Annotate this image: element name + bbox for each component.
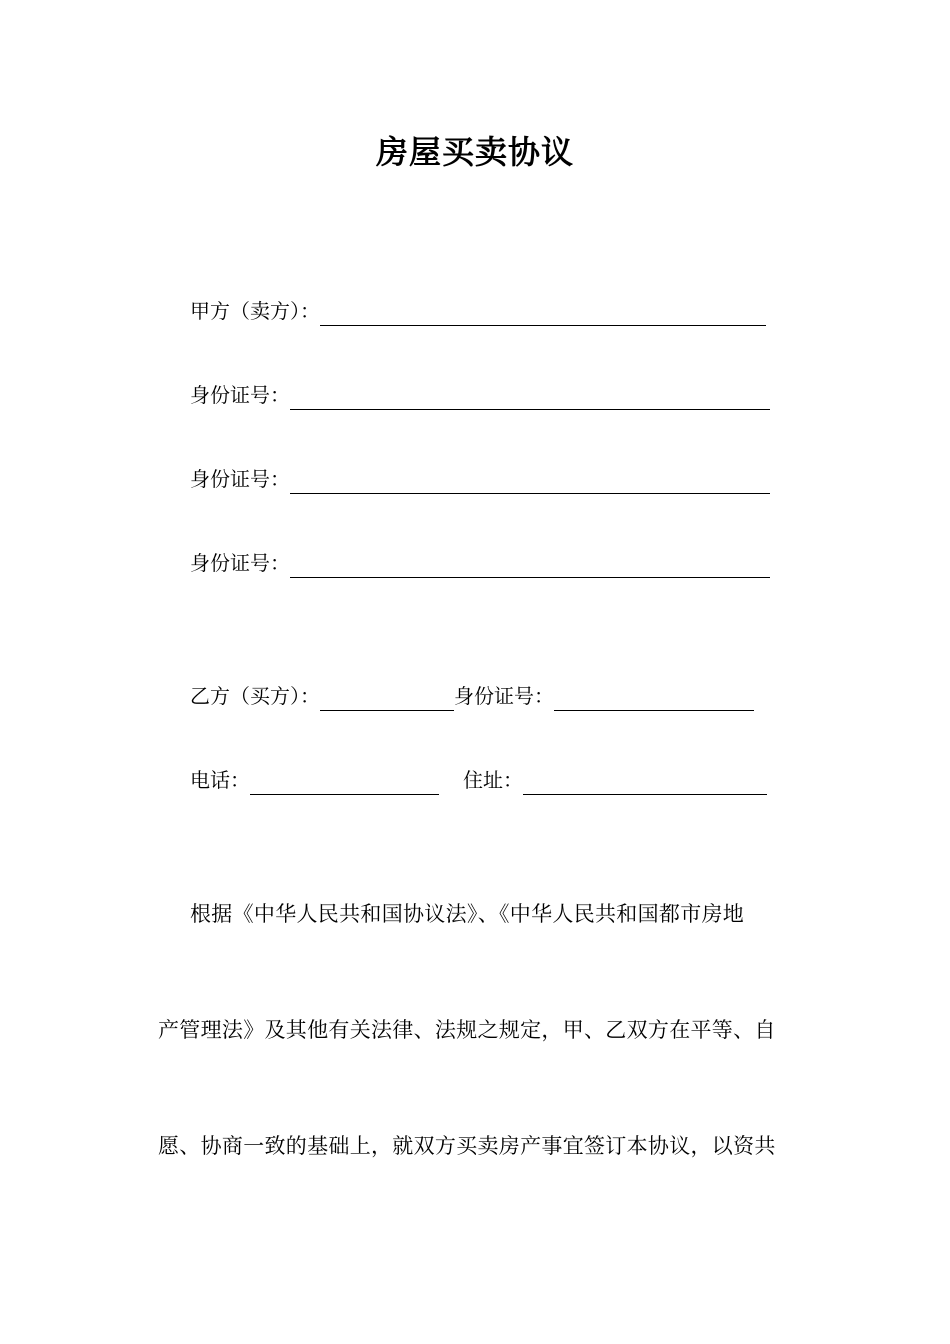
seller-id-label-2: 身份证号：: [190, 467, 290, 491]
buyer-name-blank[interactable]: [320, 686, 454, 711]
buyer-id-blank[interactable]: [554, 686, 754, 711]
seller-id-blank-2[interactable]: [290, 469, 770, 494]
seller-id-blank-3[interactable]: [290, 553, 770, 578]
seller-id-row-1: [190, 380, 770, 410]
buyer-contact-row: [190, 765, 767, 795]
document-title: 房屋买卖协议: [375, 133, 574, 171]
seller-party-row: [190, 296, 766, 326]
seller-id-row-2: [190, 464, 770, 494]
buyer-id-label: 身份证号：: [454, 684, 554, 708]
buyer-address-label: 住址：: [463, 768, 523, 792]
seller-id-label-1: 身份证号：: [190, 383, 290, 407]
buyer-phone-blank[interactable]: [250, 770, 439, 795]
buyer-address-blank[interactable]: [523, 770, 767, 795]
buyer-party-row: [190, 681, 754, 711]
seller-party-label: 甲方（卖方）：: [190, 299, 320, 323]
seller-id-label-3: 身份证号：: [190, 551, 290, 575]
body-line-3: 愿、协商一致的基础上，就双方买卖房产事宜签订本协议，以资共: [158, 1134, 776, 1158]
buyer-phone-label: 电话：: [190, 768, 250, 792]
body-line-2: 产管理法》及其他有关法律、法规之规定，甲、乙双方在平等、自: [158, 1018, 776, 1042]
body-line-1: 根据《中华人民共和国协议法》、《中华人民共和国都市房地: [190, 902, 745, 926]
seller-id-blank-1[interactable]: [290, 385, 770, 410]
seller-id-row-3: [190, 548, 770, 578]
buyer-party-label: 乙方（买方）：: [190, 684, 320, 708]
seller-name-blank[interactable]: [320, 301, 766, 326]
